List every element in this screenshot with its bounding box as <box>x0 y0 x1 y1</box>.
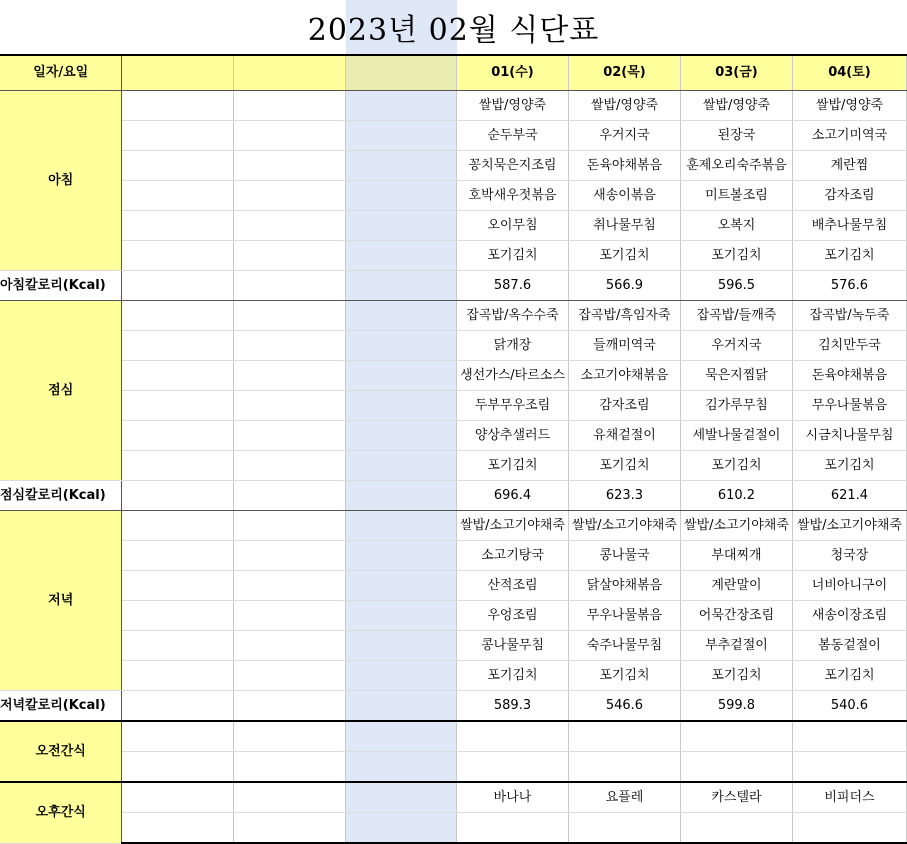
blank-cell[interactable] <box>122 481 234 511</box>
blank-cell[interactable] <box>346 121 457 151</box>
blank-cell[interactable] <box>234 481 346 511</box>
menu-table <box>0 54 907 844</box>
blank-cell[interactable] <box>234 121 346 151</box>
blank-cell[interactable] <box>234 241 346 271</box>
blank-cell[interactable] <box>234 181 346 211</box>
blank-cell[interactable] <box>346 782 457 813</box>
blank-cell[interactable] <box>346 211 457 241</box>
menu-item: 부대찌개 <box>680 541 792 571</box>
menu-item: 돈육야채볶음 <box>792 361 906 391</box>
day-header: 02(목) <box>568 55 680 91</box>
kcal-value: 576.6 <box>792 271 906 301</box>
dinner-label: 저녁 <box>0 511 122 691</box>
menu-item: 포기김치 <box>680 661 792 691</box>
kcal-value: 623.3 <box>568 481 680 511</box>
menu-row <box>0 571 907 601</box>
blank-header-cell <box>234 55 346 91</box>
menu-item: 유채겉절이 <box>568 421 680 451</box>
menu-item: 계란찜 <box>792 151 906 181</box>
lunch-kcal-row <box>0 481 907 511</box>
blank-cell[interactable] <box>346 361 457 391</box>
blank-cell[interactable] <box>234 211 346 241</box>
blank-cell[interactable] <box>122 211 234 241</box>
blank-cell[interactable] <box>346 301 457 331</box>
blank-cell[interactable] <box>122 782 234 813</box>
menu-row <box>0 391 907 421</box>
blank-cell[interactable] <box>234 151 346 181</box>
blank-cell[interactable] <box>346 391 457 421</box>
menu-row <box>0 451 907 481</box>
blank-cell[interactable] <box>122 151 234 181</box>
menu-item: 오이무침 <box>457 211 569 241</box>
menu-item: 포기김치 <box>568 241 680 271</box>
menu-row <box>0 421 907 451</box>
menu-item <box>457 813 569 844</box>
menu-item: 포기김치 <box>457 661 569 691</box>
menu-item: 시금치나물무침 <box>792 421 906 451</box>
menu-item: 훈제오리숙주볶음 <box>680 151 792 181</box>
menu-item: 포기김치 <box>457 451 569 481</box>
blank-cell[interactable] <box>346 331 457 361</box>
menu-item: 쌀밥/영양죽 <box>457 91 569 121</box>
blank-cell[interactable] <box>122 721 234 752</box>
menu-row <box>0 631 907 661</box>
menu-row <box>0 721 907 752</box>
blank-header-cell <box>346 55 457 91</box>
blank-cell[interactable] <box>346 481 457 511</box>
blank-header-cell <box>122 55 234 91</box>
blank-cell[interactable] <box>234 331 346 361</box>
menu-item: 들깨미역국 <box>568 331 680 361</box>
menu-item: 잡곡밥/녹두죽 <box>792 301 906 331</box>
menu-item <box>680 813 792 844</box>
menu-row <box>0 151 907 181</box>
menu-item: 너비아니구이 <box>792 571 906 601</box>
menu-item <box>568 752 680 783</box>
menu-item: 봄동겉절이 <box>792 631 906 661</box>
day-header: 03(금) <box>680 55 792 91</box>
menu-item: 포기김치 <box>792 451 906 481</box>
blank-cell[interactable] <box>346 541 457 571</box>
blank-cell[interactable] <box>346 151 457 181</box>
menu-row <box>0 541 907 571</box>
kcal-value: 546.6 <box>568 691 680 722</box>
menu-item: 김치만두국 <box>792 331 906 361</box>
menu-item: 오복지 <box>680 211 792 241</box>
blank-cell[interactable] <box>122 331 234 361</box>
date-day-header: 일자/요일 <box>0 55 122 91</box>
menu-row <box>0 813 907 844</box>
menu-row <box>0 601 907 631</box>
menu-row <box>0 211 907 241</box>
menu-item: 요플레 <box>568 782 680 813</box>
menu-item: 포기김치 <box>457 241 569 271</box>
menu-item: 세발나물겉절이 <box>680 421 792 451</box>
blank-cell[interactable] <box>122 813 234 844</box>
kcal-value: 696.4 <box>457 481 569 511</box>
blank-cell[interactable] <box>122 511 234 541</box>
blank-cell[interactable] <box>234 631 346 661</box>
menu-item: 잡곡밥/옥수수죽 <box>457 301 569 331</box>
blank-cell[interactable] <box>122 91 234 121</box>
blank-cell[interactable] <box>346 571 457 601</box>
breakfast-kcal-label: 아침칼로리(Kcal) <box>0 271 122 301</box>
blank-cell[interactable] <box>234 571 346 601</box>
menu-item: 쌀밥/소고기야채죽 <box>792 511 906 541</box>
blank-cell[interactable] <box>234 361 346 391</box>
menu-item <box>792 813 906 844</box>
menu-item: 소고기미역국 <box>792 121 906 151</box>
blank-cell[interactable] <box>234 752 346 783</box>
menu-item: 호박새우젓볶음 <box>457 181 569 211</box>
blank-cell[interactable] <box>234 721 346 752</box>
menu-item: 감자조림 <box>568 391 680 421</box>
menu-item: 포기김치 <box>792 661 906 691</box>
kcal-value: 540.6 <box>792 691 906 722</box>
breakfast-kcal-row <box>0 271 907 301</box>
menu-item <box>568 721 680 752</box>
day-header: 01(수) <box>457 55 569 91</box>
menu-item: 김가루무침 <box>680 391 792 421</box>
menu-item: 포기김치 <box>792 241 906 271</box>
blank-cell[interactable] <box>122 391 234 421</box>
blank-cell[interactable] <box>122 541 234 571</box>
menu-item <box>792 752 906 783</box>
blank-cell[interactable] <box>346 451 457 481</box>
blank-cell[interactable] <box>346 601 457 631</box>
blank-cell[interactable] <box>122 181 234 211</box>
blank-cell[interactable] <box>234 421 346 451</box>
menu-row <box>0 661 907 691</box>
menu-item: 포기김치 <box>680 241 792 271</box>
blank-cell[interactable] <box>234 91 346 121</box>
blank-cell[interactable] <box>346 661 457 691</box>
blank-cell[interactable] <box>346 181 457 211</box>
blank-cell[interactable] <box>122 361 234 391</box>
menu-item: 쌀밥/소고기야채죽 <box>568 511 680 541</box>
blank-cell[interactable] <box>234 782 346 813</box>
menu-item: 쌀밥/영양죽 <box>568 91 680 121</box>
blank-cell[interactable] <box>346 691 457 722</box>
blank-cell[interactable] <box>122 421 234 451</box>
blank-cell[interactable] <box>234 391 346 421</box>
menu-item: 계란말이 <box>680 571 792 601</box>
menu-item: 잡곡밥/들깨죽 <box>680 301 792 331</box>
blank-cell[interactable] <box>234 813 346 844</box>
kcal-value: 621.4 <box>792 481 906 511</box>
blank-cell[interactable] <box>346 511 457 541</box>
menu-item: 쌀밥/소고기야채죽 <box>457 511 569 541</box>
menu-item: 쌀밥/영양죽 <box>680 91 792 121</box>
blank-cell[interactable] <box>346 91 457 121</box>
menu-item: 취나물무침 <box>568 211 680 241</box>
menu-item: 콩나물무침 <box>457 631 569 661</box>
menu-item: 무우나물볶음 <box>792 391 906 421</box>
menu-item: 양상추샐러드 <box>457 421 569 451</box>
menu-item: 소고기탕국 <box>457 541 569 571</box>
blank-cell[interactable] <box>122 571 234 601</box>
menu-item: 무우나물볶음 <box>568 601 680 631</box>
blank-cell[interactable] <box>346 721 457 752</box>
menu-item: 바나나 <box>457 782 569 813</box>
menu-item: 우거지국 <box>680 331 792 361</box>
menu-item: 소고기야채볶음 <box>568 361 680 391</box>
menu-item: 어묵간장조림 <box>680 601 792 631</box>
kcal-value: 599.8 <box>680 691 792 722</box>
blank-cell[interactable] <box>122 691 234 722</box>
menu-item <box>680 752 792 783</box>
menu-item: 감자조림 <box>792 181 906 211</box>
menu-row <box>0 331 907 361</box>
kcal-value: 610.2 <box>680 481 792 511</box>
blank-cell[interactable] <box>346 421 457 451</box>
menu-item: 쌀밥/소고기야채죽 <box>680 511 792 541</box>
menu-item: 돈육야채볶음 <box>568 151 680 181</box>
blank-cell[interactable] <box>122 241 234 271</box>
menu-row <box>0 121 907 151</box>
menu-row <box>0 301 907 331</box>
menu-item: 카스텔라 <box>680 782 792 813</box>
menu-item: 콩나물국 <box>568 541 680 571</box>
menu-item: 새송이장조림 <box>792 601 906 631</box>
menu-item: 순두부국 <box>457 121 569 151</box>
menu-item: 미트볼조림 <box>680 181 792 211</box>
menu-row <box>0 752 907 783</box>
menu-item: 포기김치 <box>568 451 680 481</box>
kcal-value: 587.6 <box>457 271 569 301</box>
menu-item: 배추나물무침 <box>792 211 906 241</box>
dinner-kcal-row <box>0 691 907 722</box>
blank-cell[interactable] <box>122 271 234 301</box>
blank-cell[interactable] <box>346 631 457 661</box>
blank-cell[interactable] <box>346 241 457 271</box>
menu-item <box>680 721 792 752</box>
menu-item: 산적조림 <box>457 571 569 601</box>
menu-item: 부추겉절이 <box>680 631 792 661</box>
lunch-kcal-label: 점심칼로리(Kcal) <box>0 481 122 511</box>
menu-row <box>0 91 907 121</box>
menu-item: 닭개장 <box>457 331 569 361</box>
menu-item: 숙주나물무침 <box>568 631 680 661</box>
menu-item: 포기김치 <box>680 451 792 481</box>
menu-item: 잡곡밥/흑임자죽 <box>568 301 680 331</box>
header-row <box>0 55 907 91</box>
menu-item: 청국장 <box>792 541 906 571</box>
blank-cell[interactable] <box>234 451 346 481</box>
menu-item <box>457 721 569 752</box>
day-header: 04(토) <box>792 55 906 91</box>
menu-row <box>0 241 907 271</box>
menu-row <box>0 511 907 541</box>
menu-item: 생선가스/타르소스 <box>457 361 569 391</box>
blank-cell[interactable] <box>234 661 346 691</box>
blank-cell[interactable] <box>122 451 234 481</box>
menu-row <box>0 181 907 211</box>
menu-item: 닭살야채볶음 <box>568 571 680 601</box>
blank-cell[interactable] <box>122 121 234 151</box>
lunch-label: 점심 <box>0 301 122 481</box>
am_snack-label: 오전간식 <box>0 721 122 782</box>
blank-cell[interactable] <box>122 661 234 691</box>
blank-cell[interactable] <box>122 601 234 631</box>
menu-item: 꽁치묵은지조림 <box>457 151 569 181</box>
blank-cell[interactable] <box>234 301 346 331</box>
menu-item <box>568 813 680 844</box>
blank-cell[interactable] <box>122 631 234 661</box>
menu-item: 두부무우조림 <box>457 391 569 421</box>
blank-cell[interactable] <box>234 511 346 541</box>
menu-item: 비피더스 <box>792 782 906 813</box>
menu-item <box>792 721 906 752</box>
menu-item: 묵은지찜닭 <box>680 361 792 391</box>
menu-item: 우엉조림 <box>457 601 569 631</box>
menu-item: 된장국 <box>680 121 792 151</box>
blank-cell[interactable] <box>122 301 234 331</box>
blank-cell[interactable] <box>346 813 457 844</box>
menu-row <box>0 361 907 391</box>
kcal-value: 566.9 <box>568 271 680 301</box>
blank-cell[interactable] <box>122 752 234 783</box>
menu-item: 우거지국 <box>568 121 680 151</box>
menu-row <box>0 782 907 813</box>
blank-cell[interactable] <box>234 601 346 631</box>
blank-cell[interactable] <box>234 271 346 301</box>
breakfast-label: 아침 <box>0 91 122 271</box>
blank-cell[interactable] <box>234 541 346 571</box>
menu-item <box>457 752 569 783</box>
menu-item: 포기김치 <box>568 661 680 691</box>
page-title: 2023년 02월 식단표 <box>307 13 600 48</box>
pm_snack-label: 오후간식 <box>0 782 122 843</box>
menu-item: 새송이볶음 <box>568 181 680 211</box>
kcal-value: 589.3 <box>457 691 569 722</box>
dinner-kcal-label: 저녁칼로리(Kcal) <box>0 691 122 722</box>
menu-item: 쌀밥/영양죽 <box>792 91 906 121</box>
blank-cell[interactable] <box>346 752 457 783</box>
blank-cell[interactable] <box>346 271 457 301</box>
kcal-value: 596.5 <box>680 271 792 301</box>
blank-cell[interactable] <box>234 691 346 722</box>
